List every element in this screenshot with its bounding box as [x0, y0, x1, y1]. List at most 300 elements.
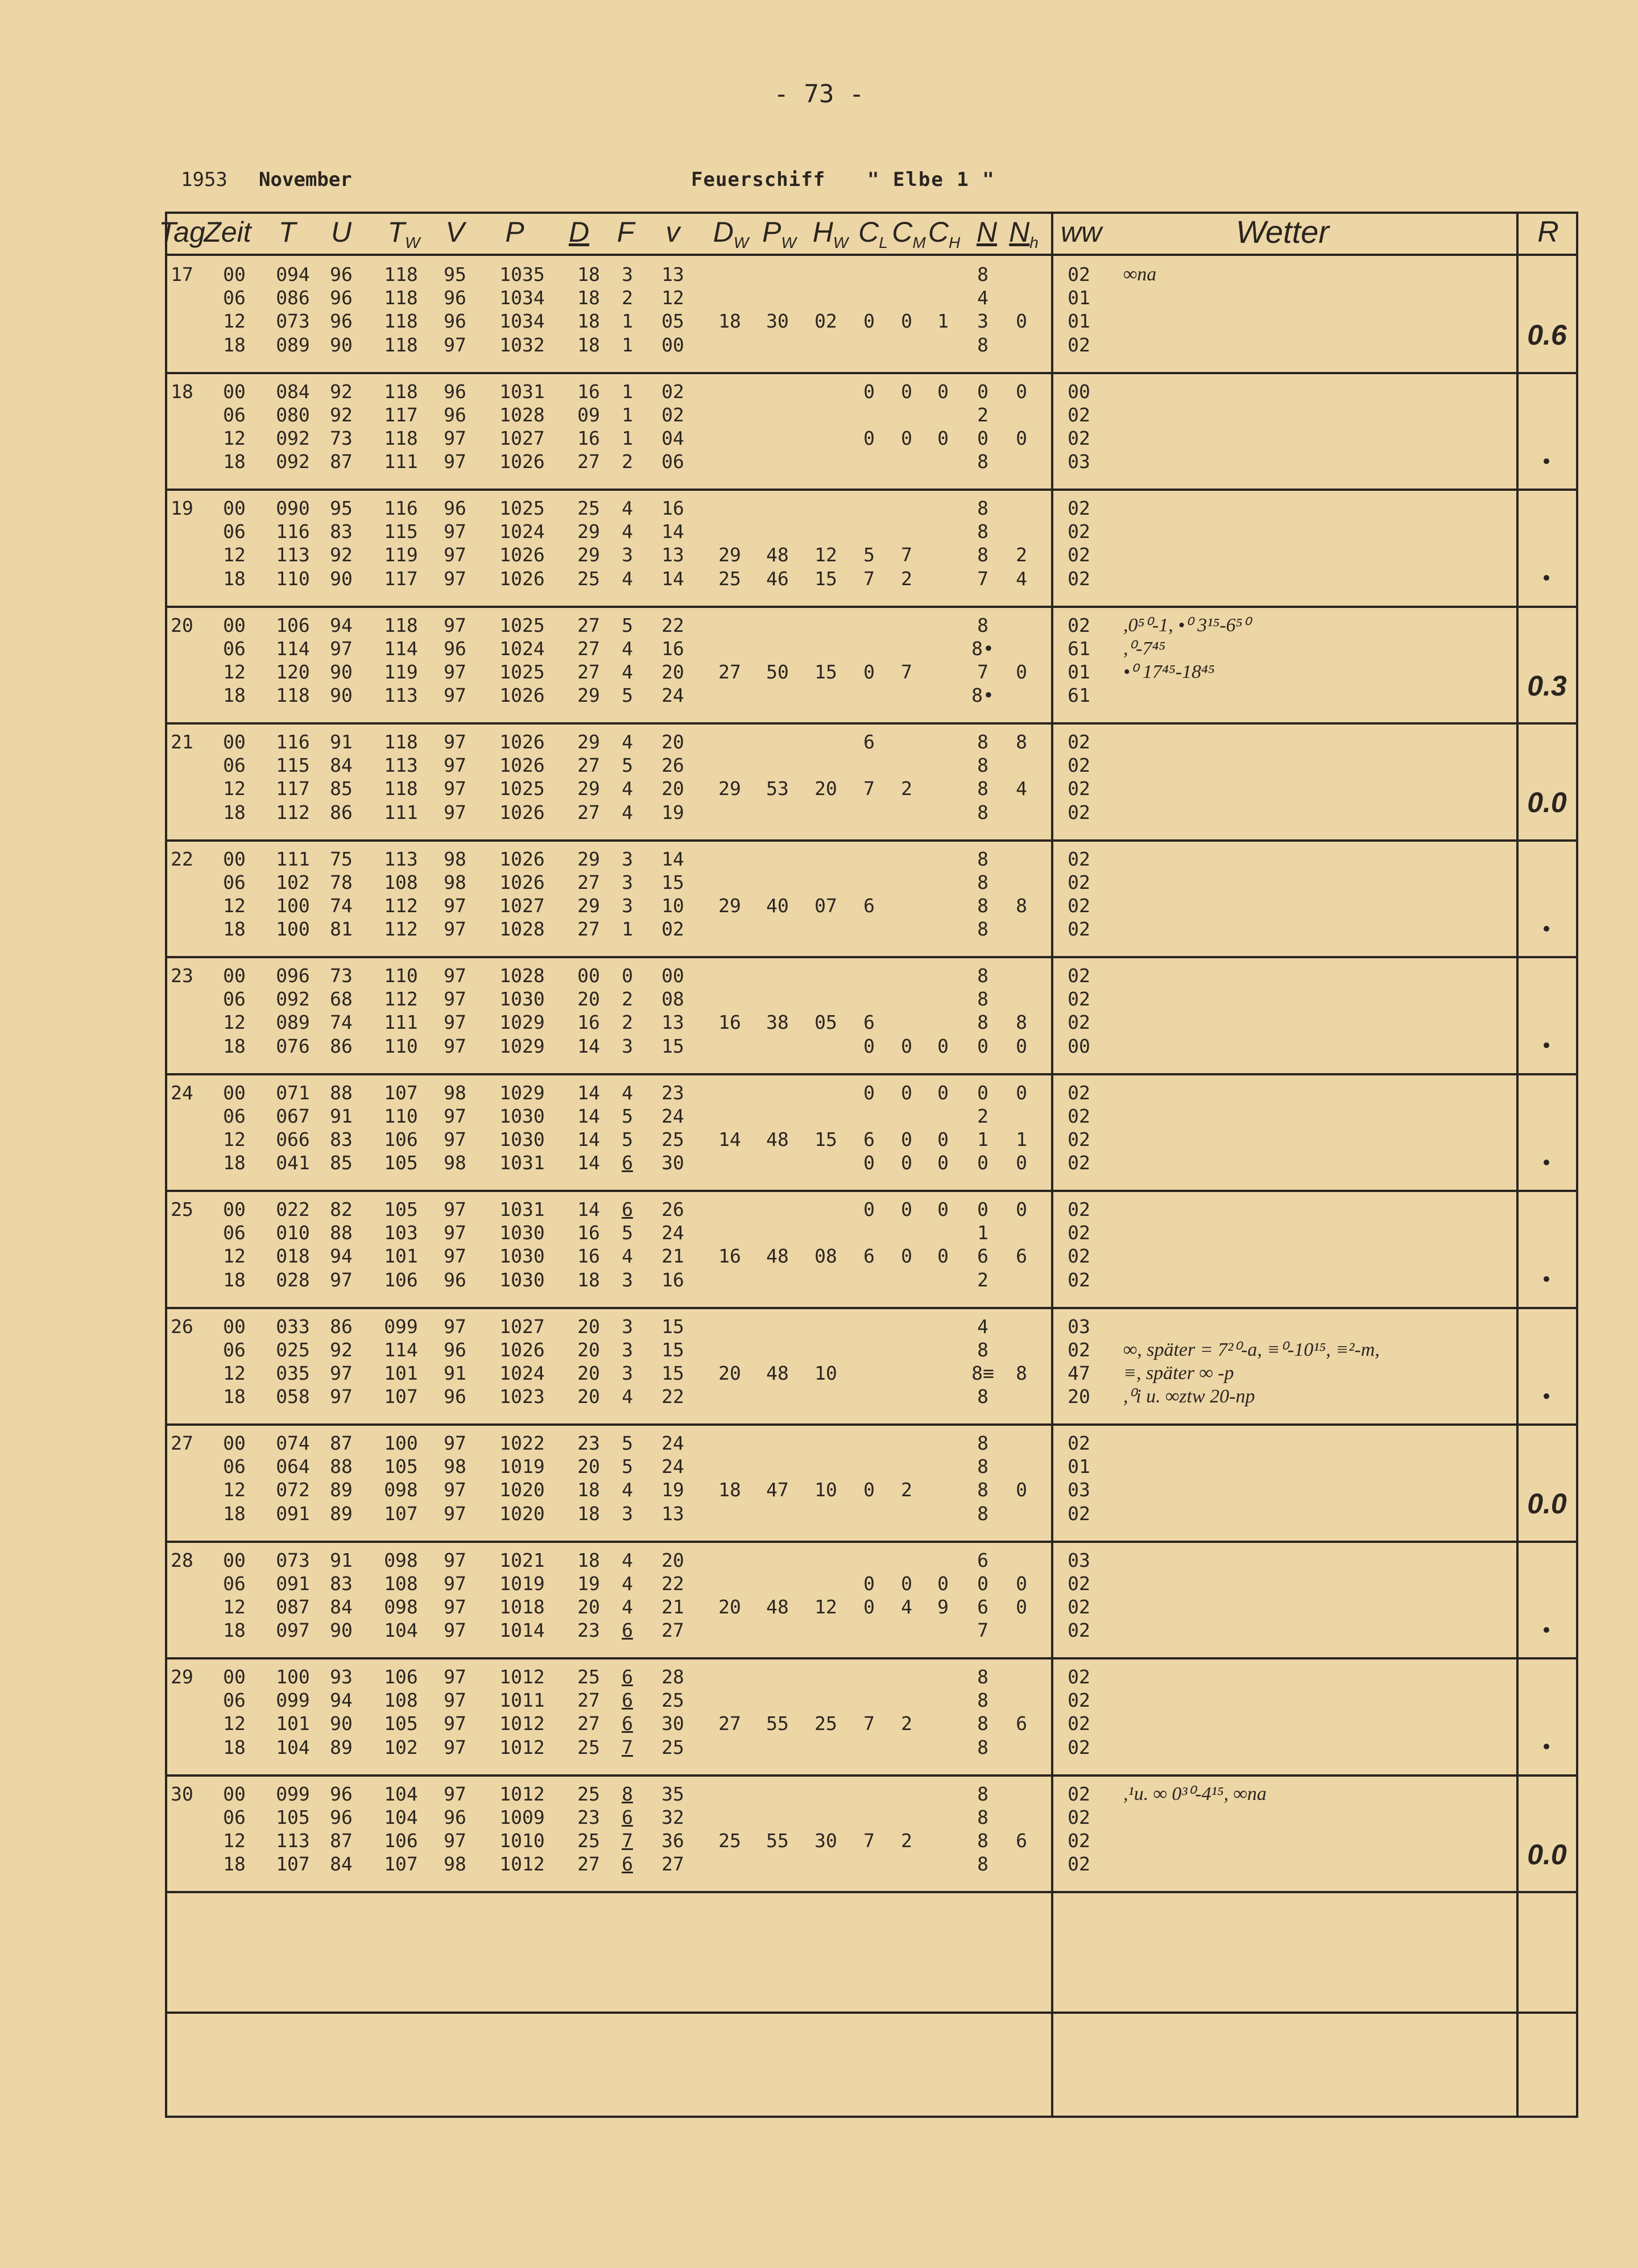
cell-f: 4	[622, 1572, 633, 1595]
cell-p: 1029	[499, 1011, 545, 1034]
cell-hw: 20	[814, 777, 837, 800]
cell-n: 8	[977, 1432, 988, 1454]
cell-p: 1025	[499, 614, 545, 636]
cell-p: 1019	[499, 1455, 545, 1478]
cell-zeit: 00	[223, 1432, 246, 1454]
cell-cl: 0	[863, 310, 875, 333]
cell-t: 066	[276, 1128, 310, 1150]
cell-tw: 104	[384, 1619, 418, 1642]
cell-ww: 02	[1068, 1268, 1090, 1291]
cell-zeit: 06	[223, 1338, 246, 1361]
cell-zeit: 06	[223, 754, 246, 777]
cell-n: 8	[977, 520, 988, 543]
cell-zeit: 18	[223, 1385, 246, 1408]
cell-u: 94	[330, 1245, 353, 1268]
cell-cm: 7	[901, 544, 912, 566]
cell-ww: 02	[1068, 1853, 1090, 1876]
cell-v: 97	[444, 731, 466, 753]
cell-v-speed: 16	[661, 637, 684, 660]
cell-f: 3	[622, 1502, 633, 1525]
cell-ww: 02	[1068, 1689, 1090, 1712]
cell-r: 0.0	[1527, 787, 1567, 818]
cell-pw: 55	[766, 1829, 789, 1852]
day-separator	[165, 1541, 1578, 1543]
day-number: 18	[171, 380, 193, 403]
cell-cl: 7	[863, 1712, 875, 1735]
cell-u: 90	[330, 333, 353, 356]
cell-p: 1032	[499, 333, 545, 356]
cell-v: 97	[444, 1479, 466, 1501]
cell-n: 7	[977, 660, 988, 683]
cell-ch: 0	[937, 1572, 949, 1595]
cell-zeit: 18	[223, 1619, 246, 1642]
cell-tw: 110	[384, 1034, 418, 1057]
cell-cl: 0	[863, 1198, 875, 1220]
cell-t: 094	[276, 263, 310, 285]
cell-cm: 0	[901, 1081, 912, 1104]
cell-tw: 107	[384, 1081, 418, 1104]
cell-v: 97	[444, 1222, 466, 1244]
cell-d: 25	[577, 1829, 600, 1852]
cell-zeit: 12	[223, 1361, 246, 1384]
cell-u: 75	[330, 847, 353, 870]
cell-f: 1	[622, 918, 633, 941]
cell-t: 102	[276, 871, 310, 893]
cell-n: 8	[977, 1829, 988, 1852]
cell-p: 1012	[499, 1736, 545, 1758]
cell-zeit: 12	[223, 894, 246, 917]
cell-v: 97	[444, 1736, 466, 1758]
cell-d: 14	[577, 1034, 600, 1057]
cell-n: 8	[977, 1479, 988, 1501]
cell-tw: 108	[384, 1572, 418, 1595]
cell-d: 14	[577, 1104, 600, 1127]
cell-cm: 0	[901, 1198, 912, 1220]
cell-v-speed: 14	[661, 847, 684, 870]
col-header-cl: $C_L$	[858, 216, 888, 251]
cell-u: 92	[330, 544, 353, 566]
cell-hw: 07	[814, 894, 837, 917]
col-header-wetter: Wetter	[1236, 214, 1329, 250]
cell-tw: 118	[384, 263, 418, 285]
cell-u: 83	[330, 520, 353, 543]
col-header-ch: $C_H$	[928, 216, 961, 251]
cell-wetter: ,⁰-7⁴⁵	[1123, 638, 1166, 659]
cell-cm: 0	[901, 310, 912, 333]
cell-zeit: 18	[223, 684, 246, 707]
cell-cl: 0	[863, 1034, 875, 1057]
cell-ch: 0	[937, 380, 949, 403]
cell-f: 4	[622, 660, 633, 683]
cell-f: 3	[622, 1361, 633, 1384]
cell-nh: 0	[1016, 1081, 1027, 1104]
cell-tw: 119	[384, 544, 418, 566]
cell-t: 116	[276, 731, 310, 753]
cell-v: 97	[444, 1034, 466, 1057]
cell-v-speed: 23	[661, 1081, 684, 1104]
cell-u: 88	[330, 1081, 353, 1104]
cell-n: 3	[977, 310, 988, 333]
cell-d: 19	[577, 1572, 600, 1595]
cell-f: 4	[622, 520, 633, 543]
cell-d: 27	[577, 918, 600, 941]
cell-p: 1028	[499, 965, 545, 987]
cell-r: 0.6	[1527, 319, 1567, 351]
cell-tw: 112	[384, 894, 418, 917]
cell-v: 97	[444, 1689, 466, 1712]
cell-cm: 0	[901, 427, 912, 449]
cell-cl: 0	[863, 1479, 875, 1501]
col-header-zeit: Zeit	[204, 216, 251, 248]
cell-ww: 02	[1068, 731, 1090, 753]
cell-dw: 18	[718, 310, 741, 333]
cell-zeit: 00	[223, 1081, 246, 1104]
cell-zeit: 06	[223, 1572, 246, 1595]
cell-zeit: 18	[223, 450, 246, 473]
cell-u: 86	[330, 1034, 353, 1057]
cell-zeit: 18	[223, 333, 246, 356]
cell-d: 16	[577, 427, 600, 449]
cell-n: 0	[977, 1034, 988, 1057]
cell-p: 1024	[499, 520, 545, 543]
cell-u: 84	[330, 1853, 353, 1876]
cell-tw: 117	[384, 403, 418, 426]
cell-n: 8	[977, 1666, 988, 1688]
cell-p: 1023	[499, 1385, 545, 1408]
cell-n: 8	[977, 847, 988, 870]
cell-zeit: 00	[223, 1549, 246, 1571]
cell-p: 1009	[499, 1806, 545, 1828]
cell-tw: 104	[384, 1782, 418, 1805]
cell-u: 89	[330, 1479, 353, 1501]
cell-u: 97	[330, 637, 353, 660]
col-header-r: R	[1537, 216, 1559, 249]
cell-zeit: 06	[223, 1222, 246, 1244]
cell-zeit: 12	[223, 1128, 246, 1150]
empty-row-separator	[165, 2012, 1578, 2014]
cell-v: 96	[444, 497, 466, 519]
day-number: 26	[171, 1315, 193, 1338]
cell-f: 4	[622, 1081, 633, 1104]
cell-ww: 02	[1068, 333, 1090, 356]
cell-f: 2	[622, 287, 633, 309]
cell-ww: 02	[1068, 1666, 1090, 1688]
cell-dw: 29	[718, 544, 741, 566]
cell-p: 1010	[499, 1829, 545, 1852]
cell-d: 25	[577, 1782, 600, 1805]
cell-u: 73	[330, 427, 353, 449]
cell-f: 1	[622, 333, 633, 356]
header-ship-name: " Elbe 1 "	[867, 168, 995, 191]
cell-ch: 0	[937, 1034, 949, 1057]
cell-v-speed: 20	[661, 777, 684, 800]
cell-tw: 107	[384, 1853, 418, 1876]
cell-zeit: 06	[223, 871, 246, 893]
cell-ww: 02	[1068, 1081, 1090, 1104]
cell-t: 099	[276, 1689, 310, 1712]
cell-zeit: 06	[223, 1104, 246, 1127]
cell-tw: 107	[384, 1385, 418, 1408]
cell-p: 1012	[499, 1853, 545, 1876]
cell-d: 27	[577, 1712, 600, 1735]
cell-u: 97	[330, 1385, 353, 1408]
col-header-p: P	[505, 216, 524, 248]
day-separator	[165, 1073, 1578, 1075]
cell-u: 88	[330, 1455, 353, 1478]
header-ship: Feuerschiff	[691, 168, 826, 191]
cell-f: 5	[622, 684, 633, 707]
cell-tw: 115	[384, 520, 418, 543]
cell-v-speed: 21	[661, 1245, 684, 1268]
cell-nh: 8	[1016, 1361, 1027, 1384]
cell-p: 1035	[499, 263, 545, 285]
cell-t: 022	[276, 1198, 310, 1220]
cell-ww: 03	[1068, 1479, 1090, 1501]
cell-tw: 106	[384, 1666, 418, 1688]
cell-v: 97	[444, 965, 466, 987]
cell-tw: 118	[384, 731, 418, 753]
cell-tw: 098	[384, 1595, 418, 1618]
cell-p: 1026	[499, 754, 545, 777]
cell-zeit: 18	[223, 1502, 246, 1525]
cell-p: 1028	[499, 918, 545, 941]
cell-p: 1020	[499, 1502, 545, 1525]
cell-u: 94	[330, 614, 353, 636]
cell-ww: 02	[1068, 1502, 1090, 1525]
col-header-cm: $C_M$	[892, 216, 926, 251]
cell-v: 98	[444, 1455, 466, 1478]
cell-v: 96	[444, 403, 466, 426]
cell-dw: 20	[718, 1361, 741, 1384]
cell-v-speed: 22	[661, 1385, 684, 1408]
cell-d: 18	[577, 1268, 600, 1291]
cell-p: 1026	[499, 847, 545, 870]
cell-u: 96	[330, 287, 353, 309]
cell-v-speed: 22	[661, 1572, 684, 1595]
cell-tw: 118	[384, 427, 418, 449]
cell-p: 1030	[499, 988, 545, 1011]
cell-t: 091	[276, 1572, 310, 1595]
cell-d: 20	[577, 1595, 600, 1618]
cell-d: 00	[577, 965, 600, 987]
cell-d: 18	[577, 287, 600, 309]
cell-t: 107	[276, 1853, 310, 1876]
cell-v-speed: 15	[661, 1034, 684, 1057]
cell-tw: 106	[384, 1829, 418, 1852]
cell-tw: 104	[384, 1806, 418, 1828]
cell-f: 4	[622, 497, 633, 519]
cell-ww: 02	[1068, 1782, 1090, 1805]
cell-f: 2	[622, 988, 633, 1011]
cell-f: 6	[622, 1689, 633, 1712]
cell-zeit: 12	[223, 544, 246, 566]
cell-n: 2	[977, 1104, 988, 1127]
cell-n: 8≡	[971, 1361, 994, 1384]
precip-dot	[1544, 1393, 1549, 1399]
cell-p: 1031	[499, 1152, 545, 1174]
cell-pw: 48	[766, 544, 789, 566]
cell-zeit: 12	[223, 777, 246, 800]
cell-cl: 7	[863, 777, 875, 800]
col-header-f: F	[617, 216, 635, 248]
cell-cl: 0	[863, 1081, 875, 1104]
cell-d: 27	[577, 1853, 600, 1876]
cell-v: 97	[444, 918, 466, 941]
col-header-ww: ww	[1061, 216, 1102, 248]
cell-ww: 01	[1068, 287, 1090, 309]
cell-d: 20	[577, 988, 600, 1011]
col-header-pw: $P_W$	[762, 216, 796, 251]
cell-tw: 111	[384, 801, 418, 823]
cell-tw: 113	[384, 684, 418, 707]
cell-v-speed: 19	[661, 801, 684, 823]
cell-f: 2	[622, 1011, 633, 1034]
cell-f: 5	[622, 1455, 633, 1478]
cell-v-speed: 20	[661, 731, 684, 753]
cell-zeit: 18	[223, 1268, 246, 1291]
day-separator	[165, 722, 1578, 725]
cell-v: 97	[444, 801, 466, 823]
cell-nh: 0	[1016, 660, 1027, 683]
cell-v-speed: 30	[661, 1712, 684, 1735]
cell-f: 3	[622, 1034, 633, 1057]
cell-hw: 05	[814, 1011, 837, 1034]
cell-dw: 29	[718, 894, 741, 917]
cell-d: 18	[577, 263, 600, 285]
cell-ww: 02	[1068, 1432, 1090, 1454]
cell-dw: 20	[718, 1595, 741, 1618]
cell-zeit: 00	[223, 380, 246, 403]
cell-t: 105	[276, 1806, 310, 1828]
cell-u: 89	[330, 1502, 353, 1525]
cell-d: 16	[577, 1222, 600, 1244]
cell-t: 100	[276, 1666, 310, 1688]
cell-d: 29	[577, 520, 600, 543]
cell-d: 23	[577, 1619, 600, 1642]
cell-dw: 29	[718, 777, 741, 800]
cell-u: 74	[330, 1011, 353, 1034]
cell-cm: 0	[901, 1034, 912, 1057]
cell-u: 90	[330, 567, 353, 590]
cell-hw: 10	[814, 1361, 837, 1384]
cell-ch: 0	[937, 1081, 949, 1104]
cell-cl: 6	[863, 731, 875, 753]
cell-wetter: ∞, später = 7²⁰-a, ≡⁰-10¹⁵, ≡²-m,	[1123, 1339, 1380, 1360]
cell-cm: 0	[901, 380, 912, 403]
cell-f: 5	[622, 614, 633, 636]
cell-u: 95	[330, 497, 353, 519]
cell-d: 18	[577, 1479, 600, 1501]
cell-u: 90	[330, 660, 353, 683]
cell-hw: 02	[814, 310, 837, 333]
col-header-tag: Tag	[159, 216, 205, 248]
cell-nh: 0	[1016, 1152, 1027, 1174]
cell-v: 97	[444, 567, 466, 590]
cell-t: 018	[276, 1245, 310, 1268]
cell-p: 1031	[499, 380, 545, 403]
cell-zeit: 06	[223, 287, 246, 309]
cell-wetter: ,⁰i u. ∞ztw 20-np	[1123, 1386, 1255, 1408]
cell-d: 14	[577, 1152, 600, 1174]
cell-u: 68	[330, 988, 353, 1011]
cell-p: 1020	[499, 1479, 545, 1501]
cell-hw: 10	[814, 1479, 837, 1501]
cell-pw: 55	[766, 1712, 789, 1735]
cell-t: 118	[276, 684, 310, 707]
cell-t: 067	[276, 1104, 310, 1127]
cell-t: 089	[276, 333, 310, 356]
cell-zeit: 12	[223, 660, 246, 683]
cell-ww: 20	[1068, 1385, 1090, 1408]
cell-v: 97	[444, 1011, 466, 1034]
day-number: 21	[171, 731, 193, 753]
cell-f: 7	[622, 1736, 633, 1758]
cell-ww: 02	[1068, 520, 1090, 543]
header-year: 1953	[181, 168, 228, 191]
cell-nh: 0	[1016, 1034, 1027, 1057]
cell-f: 1	[622, 403, 633, 426]
cell-nh: 4	[1016, 777, 1027, 800]
cell-t: 025	[276, 1338, 310, 1361]
cell-v: 97	[444, 894, 466, 917]
day-separator	[165, 606, 1578, 608]
cell-t: 097	[276, 1619, 310, 1642]
cell-ww: 02	[1068, 801, 1090, 823]
cell-zeit: 18	[223, 567, 246, 590]
cell-d: 25	[577, 567, 600, 590]
cell-ww: 03	[1068, 1549, 1090, 1571]
col-header-hw: $H_W$	[812, 216, 849, 251]
cell-d: 20	[577, 1455, 600, 1478]
cell-p: 1027	[499, 427, 545, 449]
cell-v: 97	[444, 1549, 466, 1571]
cell-v-speed: 30	[661, 1152, 684, 1174]
cell-t: 092	[276, 988, 310, 1011]
cell-tw: 112	[384, 988, 418, 1011]
cell-v-speed: 10	[661, 894, 684, 917]
cell-tw: 106	[384, 1128, 418, 1150]
cell-u: 93	[330, 1666, 353, 1688]
cell-v: 97	[444, 1782, 466, 1805]
cell-p: 1011	[499, 1689, 545, 1712]
cell-cm: 2	[901, 777, 912, 800]
cell-tw: 098	[384, 1479, 418, 1501]
divider-r	[1516, 212, 1519, 2118]
cell-v: 97	[444, 1128, 466, 1150]
cell-d: 09	[577, 403, 600, 426]
cell-f: 7	[622, 1829, 633, 1852]
cell-v-speed: 04	[661, 427, 684, 449]
day-number: 28	[171, 1549, 193, 1571]
cell-v: 98	[444, 871, 466, 893]
cell-v-speed: 25	[661, 1736, 684, 1758]
cell-n: 0	[977, 427, 988, 449]
cell-d: 27	[577, 614, 600, 636]
cell-t: 096	[276, 965, 310, 987]
cell-d: 27	[577, 801, 600, 823]
cell-f: 3	[622, 847, 633, 870]
cell-v: 97	[444, 450, 466, 473]
cell-tw: 105	[384, 1152, 418, 1174]
cell-ch: 9	[937, 1595, 949, 1618]
cell-f: 5	[622, 1128, 633, 1150]
cell-f: 6	[622, 1619, 633, 1642]
cell-u: 86	[330, 801, 353, 823]
cell-n: 6	[977, 1549, 988, 1571]
cell-dw: 14	[718, 1128, 741, 1150]
cell-cl: 5	[863, 544, 875, 566]
cell-v-speed: 13	[661, 263, 684, 285]
